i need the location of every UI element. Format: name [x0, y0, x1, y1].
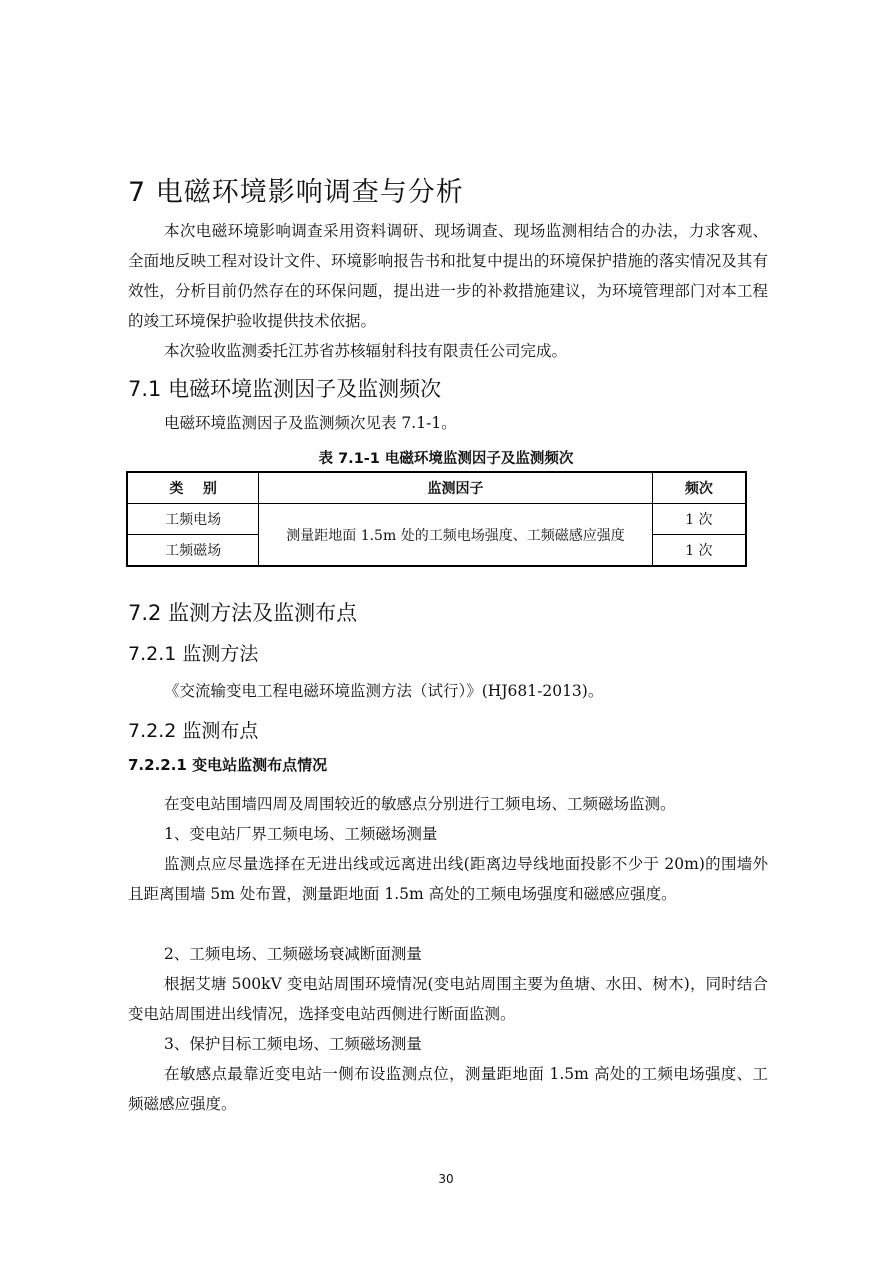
list-item-1: 1、变电站厂界工频电场、工频磁场测量: [164, 825, 438, 843]
table-row: [127, 504, 746, 535]
monitoring-paragraph-2: 监测点应尽量选择在无进出线或远离进出线(距离边导线地面投影不少于 20m)的围墙外且距离围墙 5m 处布置，测量距地面 1.5m 高处的工频电场强度和磁感应强度。: [128, 855, 768, 903]
section-7-1-heading: 7.1 电磁环境监测因子及监测频次: [128, 377, 442, 401]
monitoring-factor-table: [126, 471, 747, 567]
row-factor: 测量距地面 1.5m 处的工频电场强度、工频磁感应强度: [259, 504, 653, 567]
page-number: 30: [438, 1172, 454, 1186]
section-7-1-text: 电磁环境监测因子及监测频次见表 7.1-1。: [164, 414, 457, 432]
monitoring-paragraph-4: 在敏感点最靠近变电站一侧布设监测点位，测量距地面 1.5m 高处的工频电场强度、工频磁感应强度。: [128, 1065, 768, 1113]
header-category: 类 别: [127, 472, 259, 504]
header-frequency: 频次: [652, 472, 746, 504]
monitoring-paragraph-1: 在变电站围墙四周及周围较近的敏感点分别进行工频电场、工频磁场监测。: [164, 795, 676, 813]
row-frequency: 1 次: [652, 504, 746, 535]
section-7-2-2-heading: 7.2.2 监测布点: [128, 720, 259, 742]
list-item-3: 3、保护目标工频电场、工频磁场测量: [164, 1035, 422, 1053]
row-frequency: 1 次: [652, 535, 746, 567]
intro-paragraph-1: 本次电磁环境影响调查采用资料调研、现场调查、现场监测相结合的办法，力求客观、全面地反映工程对设计文件、环境影响报告书和批复中提出的环境保护措施的落实情况及其有效性，分析目前仍然存在的环保问题，提出进一步的补救措施建议，为环境管理部门对本工程的竣工环境保护验收提供技术依据。: [128, 222, 768, 330]
intro-paragraph-2: 本次验收监测委托江苏省苏核辐射科技有限责任公司完成。: [164, 342, 568, 360]
section-7-2-1-text: 《交流输变电工程电磁环境监测方法（试行）》(HJ681-2013)。: [164, 682, 604, 700]
header-factor: 监测因子: [259, 472, 653, 504]
table-header-row: [127, 472, 746, 504]
section-7-2-heading: 7.2 监测方法及监测布点: [128, 601, 358, 625]
section-7-2-1-heading: 7.2.1 监测方法: [128, 643, 259, 665]
monitoring-paragraph-3: 根据艾塘 500kV 变电站周围环境情况(变电站周围主要为鱼塘、水田、树木)，同时结合变电站周围进出线情况，选择变电站西侧进行断面监测。: [128, 975, 768, 1023]
chapter-heading: 7 电磁环境影响调查与分析: [128, 177, 464, 208]
row-category: 工频磁场: [127, 535, 259, 567]
table-caption: 表 7.1-1 电磁环境监测因子及监测频次: [318, 451, 574, 467]
section-7-2-2-1-heading: 7.2.2.1 变电站监测布点情况: [128, 756, 328, 774]
list-item-2: 2、工频电场、工频磁场衰减断面测量: [164, 945, 422, 963]
row-category: 工频电场: [127, 504, 259, 535]
